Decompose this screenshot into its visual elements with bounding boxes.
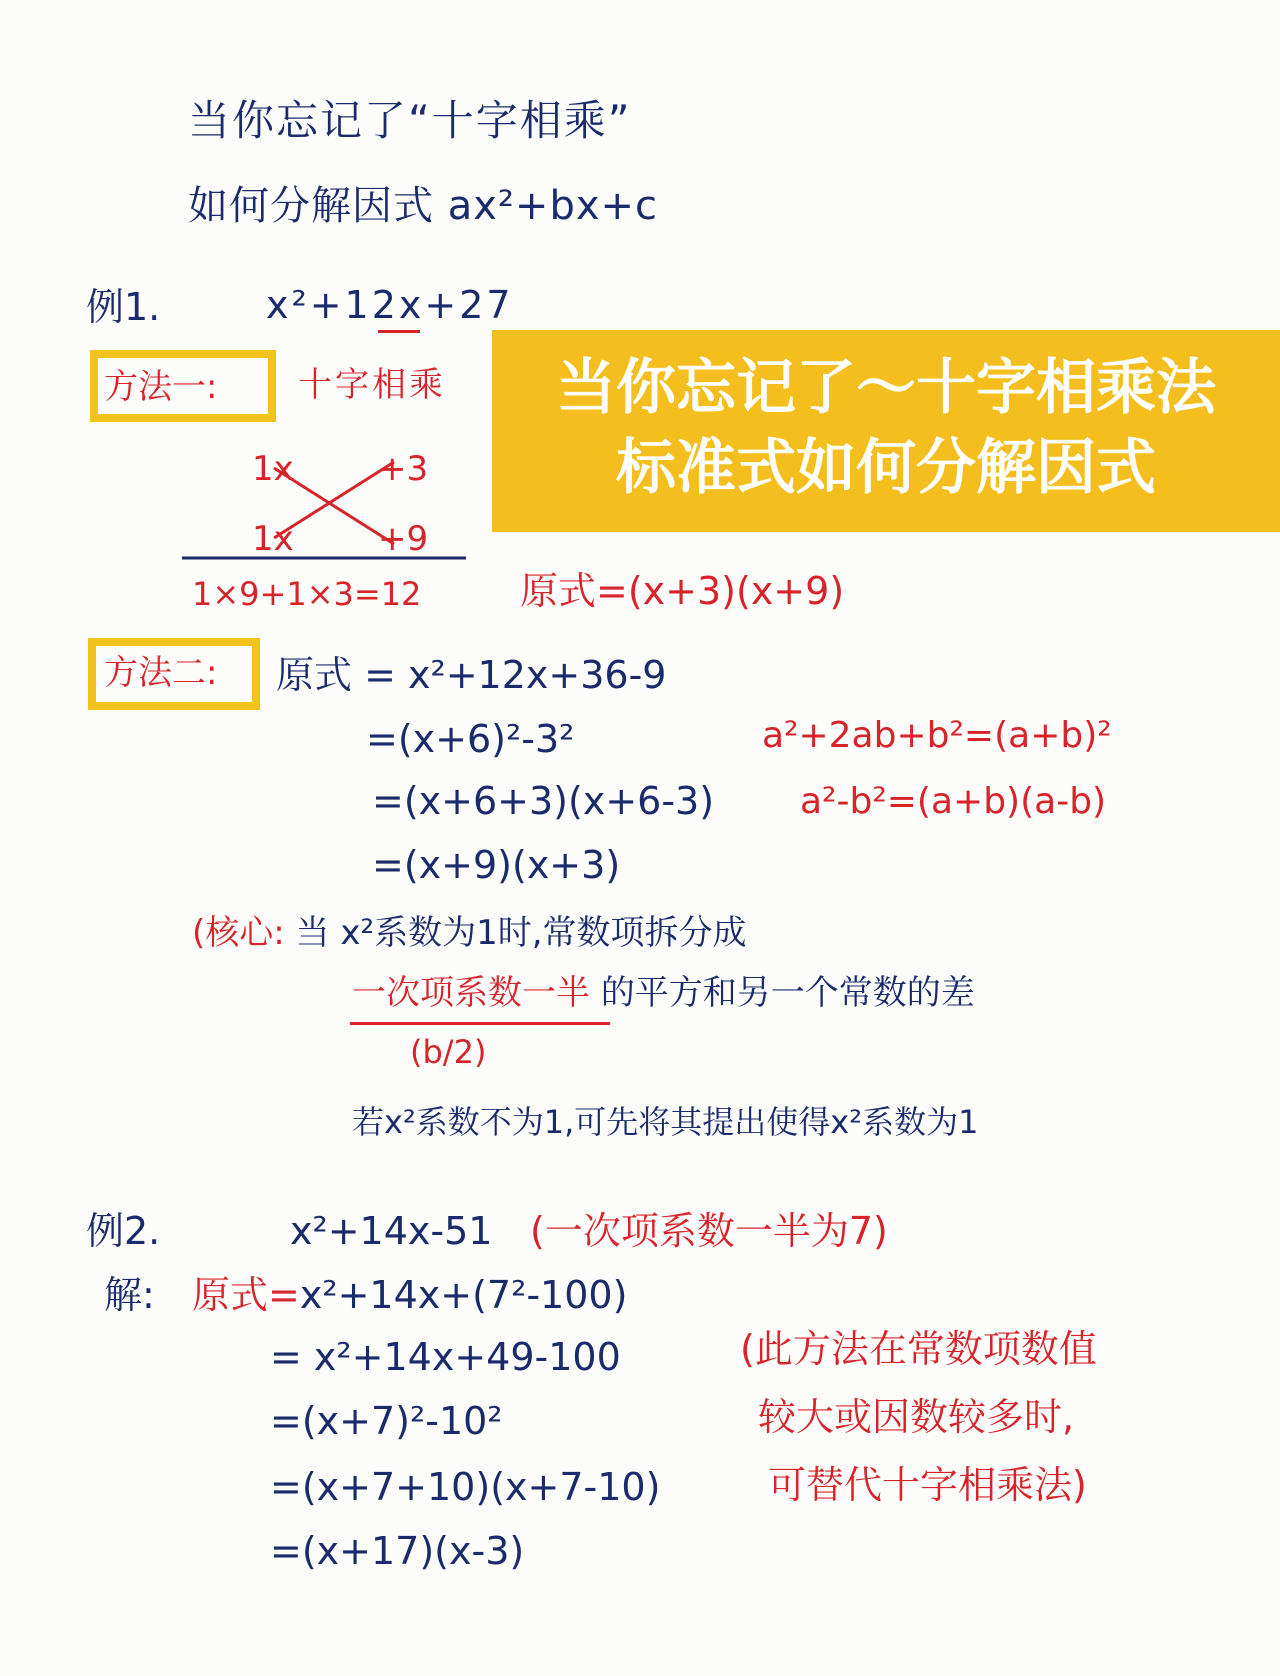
cross-bottom-left: 1x: [252, 519, 294, 559]
method2-step-3: =(x+6+3)(x+6-3): [372, 779, 715, 823]
core-b-half: (b/2): [410, 1033, 487, 1071]
cross-bottom-right: +9: [378, 519, 429, 559]
example2-label: 例2.: [86, 1209, 161, 1253]
example2-step-1: 原式=x²+14x+(7²-100): [192, 1273, 628, 1317]
cross-top-left: 1x: [252, 449, 294, 489]
method1-name: 十字相乘: [298, 365, 446, 405]
core-line1: (核心: 当 x²系数为1时,常数项拆分成: [192, 913, 747, 953]
method2-step-2: =(x+6)²-3²: [366, 717, 575, 761]
underline-12: [378, 330, 420, 333]
banner-line1: 当你忘记了～十字相乘法: [556, 353, 1216, 423]
formula-square: a²+2ab+b²=(a+b)²: [762, 715, 1112, 756]
example2-note-3: 可替代十字相乘法): [768, 1463, 1087, 1507]
core-line4: 若x²系数不为1,可先将其提出使得x²系数为1: [352, 1103, 979, 1141]
method2-step-4: =(x+9)(x+3): [372, 843, 621, 887]
title-banner: [492, 330, 1280, 532]
example2-expression: x²+14x-51: [290, 1209, 493, 1253]
example2-step-4: =(x+7+10)(x+7-10): [270, 1465, 661, 1509]
example2-note-2: 较大或因数较多时,: [758, 1395, 1075, 1439]
header-line1: 当你忘记了“十字相乘”: [188, 96, 632, 145]
method2-label: 方法二:: [104, 653, 218, 693]
example2-step-3: =(x+7)²-10²: [270, 1399, 503, 1443]
example1-label: 例1.: [86, 285, 161, 329]
core-line2: 一次项系数一半 的平方和另一个常数的差: [352, 973, 975, 1013]
example2-note-1: (此方法在常数项数值: [740, 1327, 1097, 1371]
header-line2: 如何分解因式 ax²+bx+c: [188, 183, 659, 229]
example2-solve-label: 解:: [104, 1273, 155, 1317]
method2-step-1: 原式 = x²+12x+36-9: [276, 653, 667, 697]
example1-expression: x²+12x+27: [266, 283, 514, 327]
example2-step-2: = x²+14x+49-100: [270, 1335, 621, 1379]
cross-check: 1×9+1×3=12: [192, 575, 422, 613]
method1-result: 原式=(x+3)(x+9): [520, 569, 845, 613]
core-underline: [350, 1022, 610, 1025]
banner-line2: 标准式如何分解因式: [616, 433, 1156, 503]
example2-step-5: =(x+17)(x-3): [270, 1529, 525, 1573]
formula-difference: a²-b²=(a+b)(a-b): [800, 781, 1107, 822]
cross-top-right: +3: [378, 449, 429, 489]
example2-hint: (一次项系数一半为7): [530, 1209, 888, 1253]
method1-label: 方法一:: [104, 367, 218, 407]
cross-diagram: [170, 440, 480, 590]
